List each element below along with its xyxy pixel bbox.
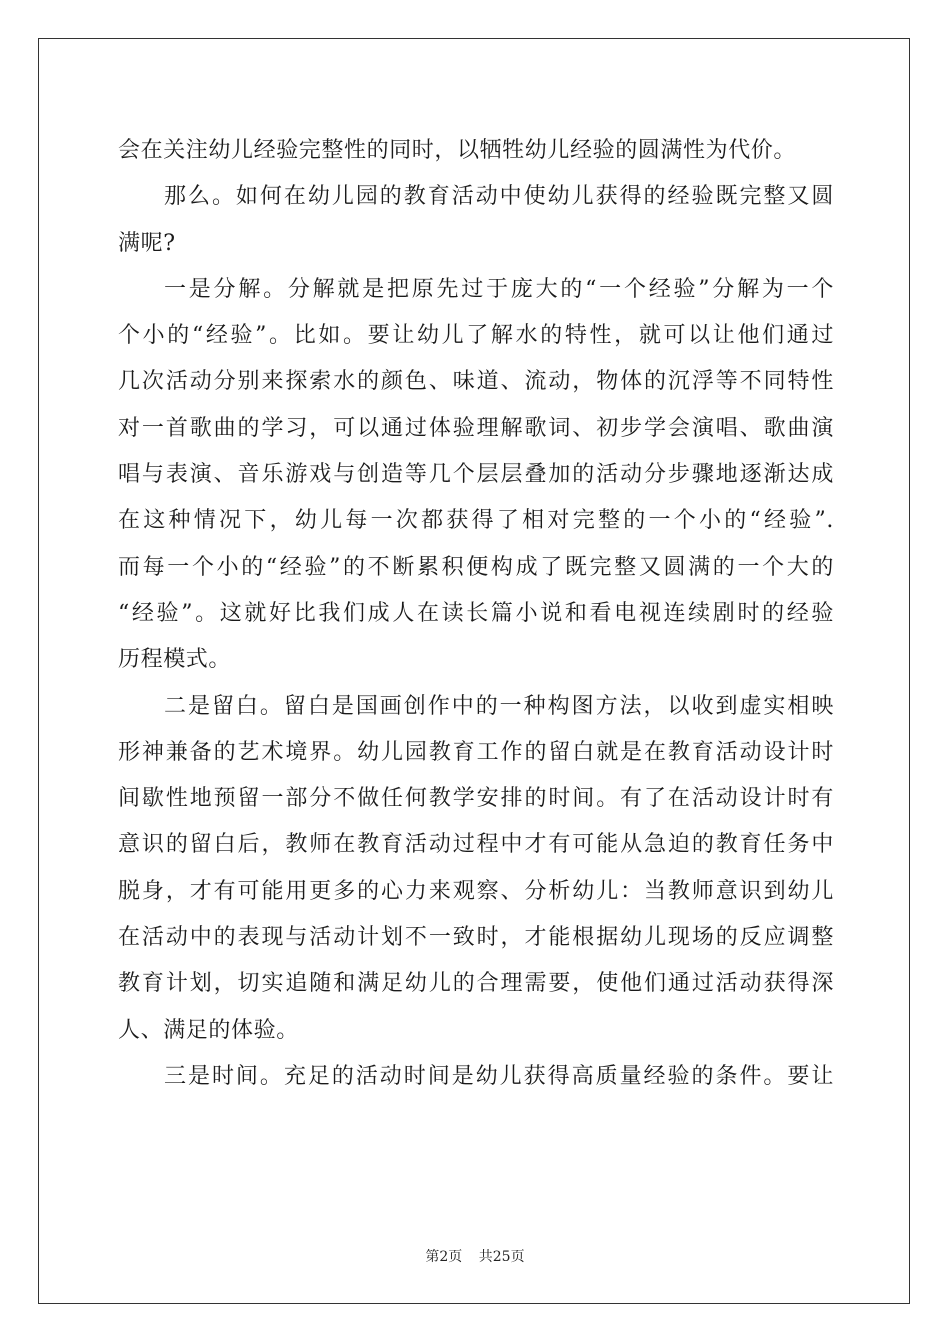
text-line: 形神兼备的艺术境界。幼儿园教育工作的留白就是在教育活动设计时 bbox=[118, 739, 834, 765]
page-total: 共25页 bbox=[478, 1249, 525, 1265]
text-line: 唱与表演、音乐游戏与创造等几个层层叠加的活动分步骤地逐渐达成 bbox=[118, 462, 834, 488]
text-line: “经验”。这就好比我们成人在读长篇小说和看电视连续剧时的经验 bbox=[118, 600, 834, 626]
text-line: 人、满足的体验。 bbox=[118, 1017, 299, 1043]
page-number: 第2页 bbox=[425, 1249, 463, 1265]
text-line: 三是时间。充足的活动时间是幼儿获得高质量经验的条件。要让 bbox=[164, 1063, 834, 1089]
text-line: 在活动中的表现与活动计划不一致时，才能根据幼儿现场的反应调整 bbox=[118, 925, 834, 951]
text-line: 对一首歌曲的学习，可以通过体验理解歌词、初步学会演唱、歌曲演 bbox=[118, 415, 834, 441]
text-line: 一是分解。分解就是把原先过于庞大的“一个经验”分解为一个 bbox=[164, 276, 834, 302]
text-line: 教育计划，切实追随和满足幼儿的合理需要，使他们通过活动获得深 bbox=[118, 971, 834, 997]
text-line: 几次活动分别来探索水的颜色、味道、流动，物体的沉浮等不同特性 bbox=[118, 369, 834, 395]
text-line: 历程模式。 bbox=[118, 647, 232, 673]
text-line: 满呢? bbox=[118, 230, 176, 256]
text-line: 在这种情况下，幼儿每一次都获得了相对完整的一个小的“经验”. bbox=[118, 508, 834, 534]
text-line: 个小的“经验”。比如。要让幼儿了解水的特性，就可以让他们通过 bbox=[118, 323, 834, 349]
text-line: 那么。如何在幼儿园的教育活动中使幼儿获得的经验既完整又圆 bbox=[164, 184, 834, 210]
text-line: 会在关注幼儿经验完整性的同时，以牺牲幼儿经验的圆满性为代价。 bbox=[118, 138, 797, 163]
text-line: 脱身，才有可能用更多的心力来观察、分析幼儿：当教师意识到幼儿 bbox=[118, 878, 834, 904]
text-line: 间歇性地预留一部分不做任何教学安排的时间。有了在活动设计时有 bbox=[118, 786, 834, 812]
text-line: 二是留白。留白是国画创作中的一种构图方法，以收到虚实相映 bbox=[164, 693, 834, 719]
page-footer bbox=[0, 1246, 950, 1266]
document-body bbox=[118, 128, 834, 1100]
text-line: 而每一个小的“经验”的不断累积便构成了既完整又圆满的一个大的 bbox=[118, 554, 834, 580]
text-line: 意识的留白后，教师在教育活动过程中才有可能从急迫的教育任务中 bbox=[118, 832, 834, 858]
